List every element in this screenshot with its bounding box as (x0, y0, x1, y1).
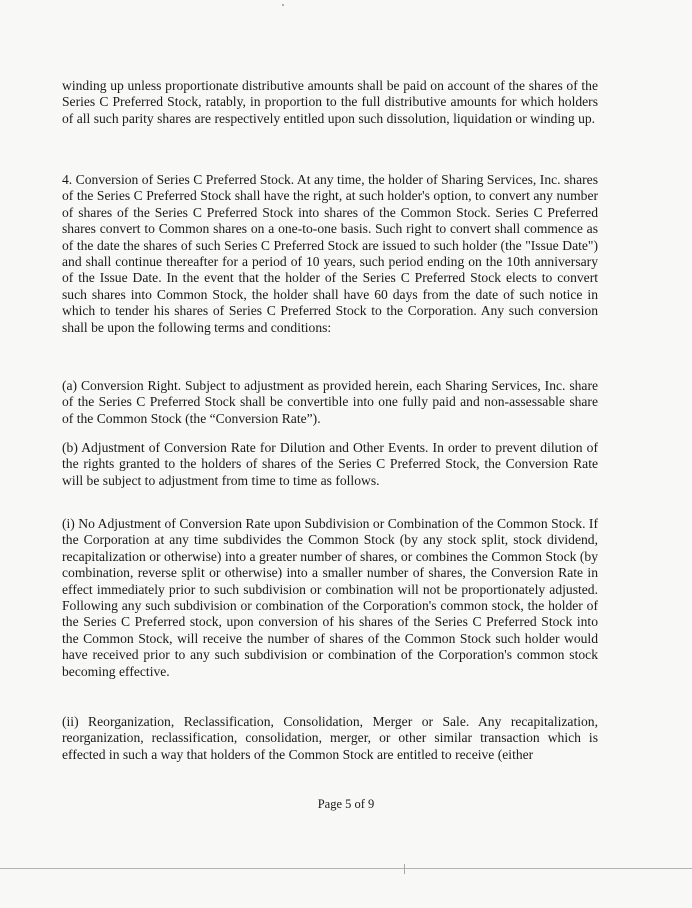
paragraph-conversion-of-series-c: 4. Conversion of Series C Preferred Stock. At any time, the holder of Sharing Services, Inc. shares of the Series C Preferred Stock shall have the right, at such holder's option, to convert any number of shares of the Series C Preferred Stock into shares of the Common Stock. Series C Preferred shares convert to Common shares on a one-to-one basis. Such right to convert shall commence as of the date the shares of such Series C Preferred Stock are issued to such holder (the "Issue Date") and shall continue thereafter for a period of 10 years, such period ending on the 10th anniversary of the Issue Date. In the event that the holder of the Series C Preferred Stock elects to convert such shares into Common Stock, the holder shall have 60 days from the date of such notice in which to tender his shares of Series C Preferred Stock to the Corporation. Any such conversion shall be upon the following terms and conditions: (62, 172, 598, 335)
paragraph-adjustment-of-conversion-rate: (b) Adjustment of Conversion Rate for Dilution and Other Events. In order to prevent dilution of the rights granted to the holders of shares of the Series C Preferred Stock, the Conversion Rate will be subject to adjustment from time to time as follows. (62, 440, 598, 488)
paragraph-winding-up: winding up unless proportionate distributive amounts shall be paid on account of the shares of the Series C Preferred Stock, ratably, in proportion to the full distributive amounts for which holders of all such parity shares are respectively entitled upon such dissolution, liquidation or winding up. (62, 78, 598, 126)
page-number-footer: Page 5 of 9 (317, 797, 375, 811)
paragraph-conversion-right: (a) Conversion Right. Subject to adjustment as provided herein, each Sharing Services, Inc. share of the Series C Preferred Stock shall be convertible into one fully paid and non-assessable share of the Common Stock (the “Conversion Rate”). (62, 378, 598, 426)
scan-speck (282, 4, 284, 6)
scan-edge-tick (404, 864, 405, 874)
scan-edge-line (0, 868, 692, 869)
paragraph-reorganization: (ii) Reorganization, Reclassification, Consolidation, Merger or Sale. Any recapitalization, reorganization, reclassification, consolidation, merger, or other similar transaction which is effected in such a way that holders of the Common Stock are entitled to receive (either (62, 714, 598, 762)
paragraph-no-adjustment-subdivision: (i) No Adjustment of Conversion Rate upon Subdivision or Combination of the Common Stock. If the Corporation at any time subdivides the Common Stock (by any stock split, stock dividend, recapitalization or otherwise) into a greater number of shares, or combines the Common Stock (by combination, reverse split or otherwise) into a smaller number of shares, the Conversion Rate in effect immediately prior to such subdivision or combination will not be proportionately adjusted. Following any such subdivision or combination of the Corporation's common stock, the holder of the Series C Preferred stock, upon conversion of his shares of the Series C Preferred Stock into the Common Stock, will receive the number of shares of the Common Stock such holder would have received prior to any such subdivision or combination of the Corporation's common stock becoming effective. (62, 516, 598, 679)
